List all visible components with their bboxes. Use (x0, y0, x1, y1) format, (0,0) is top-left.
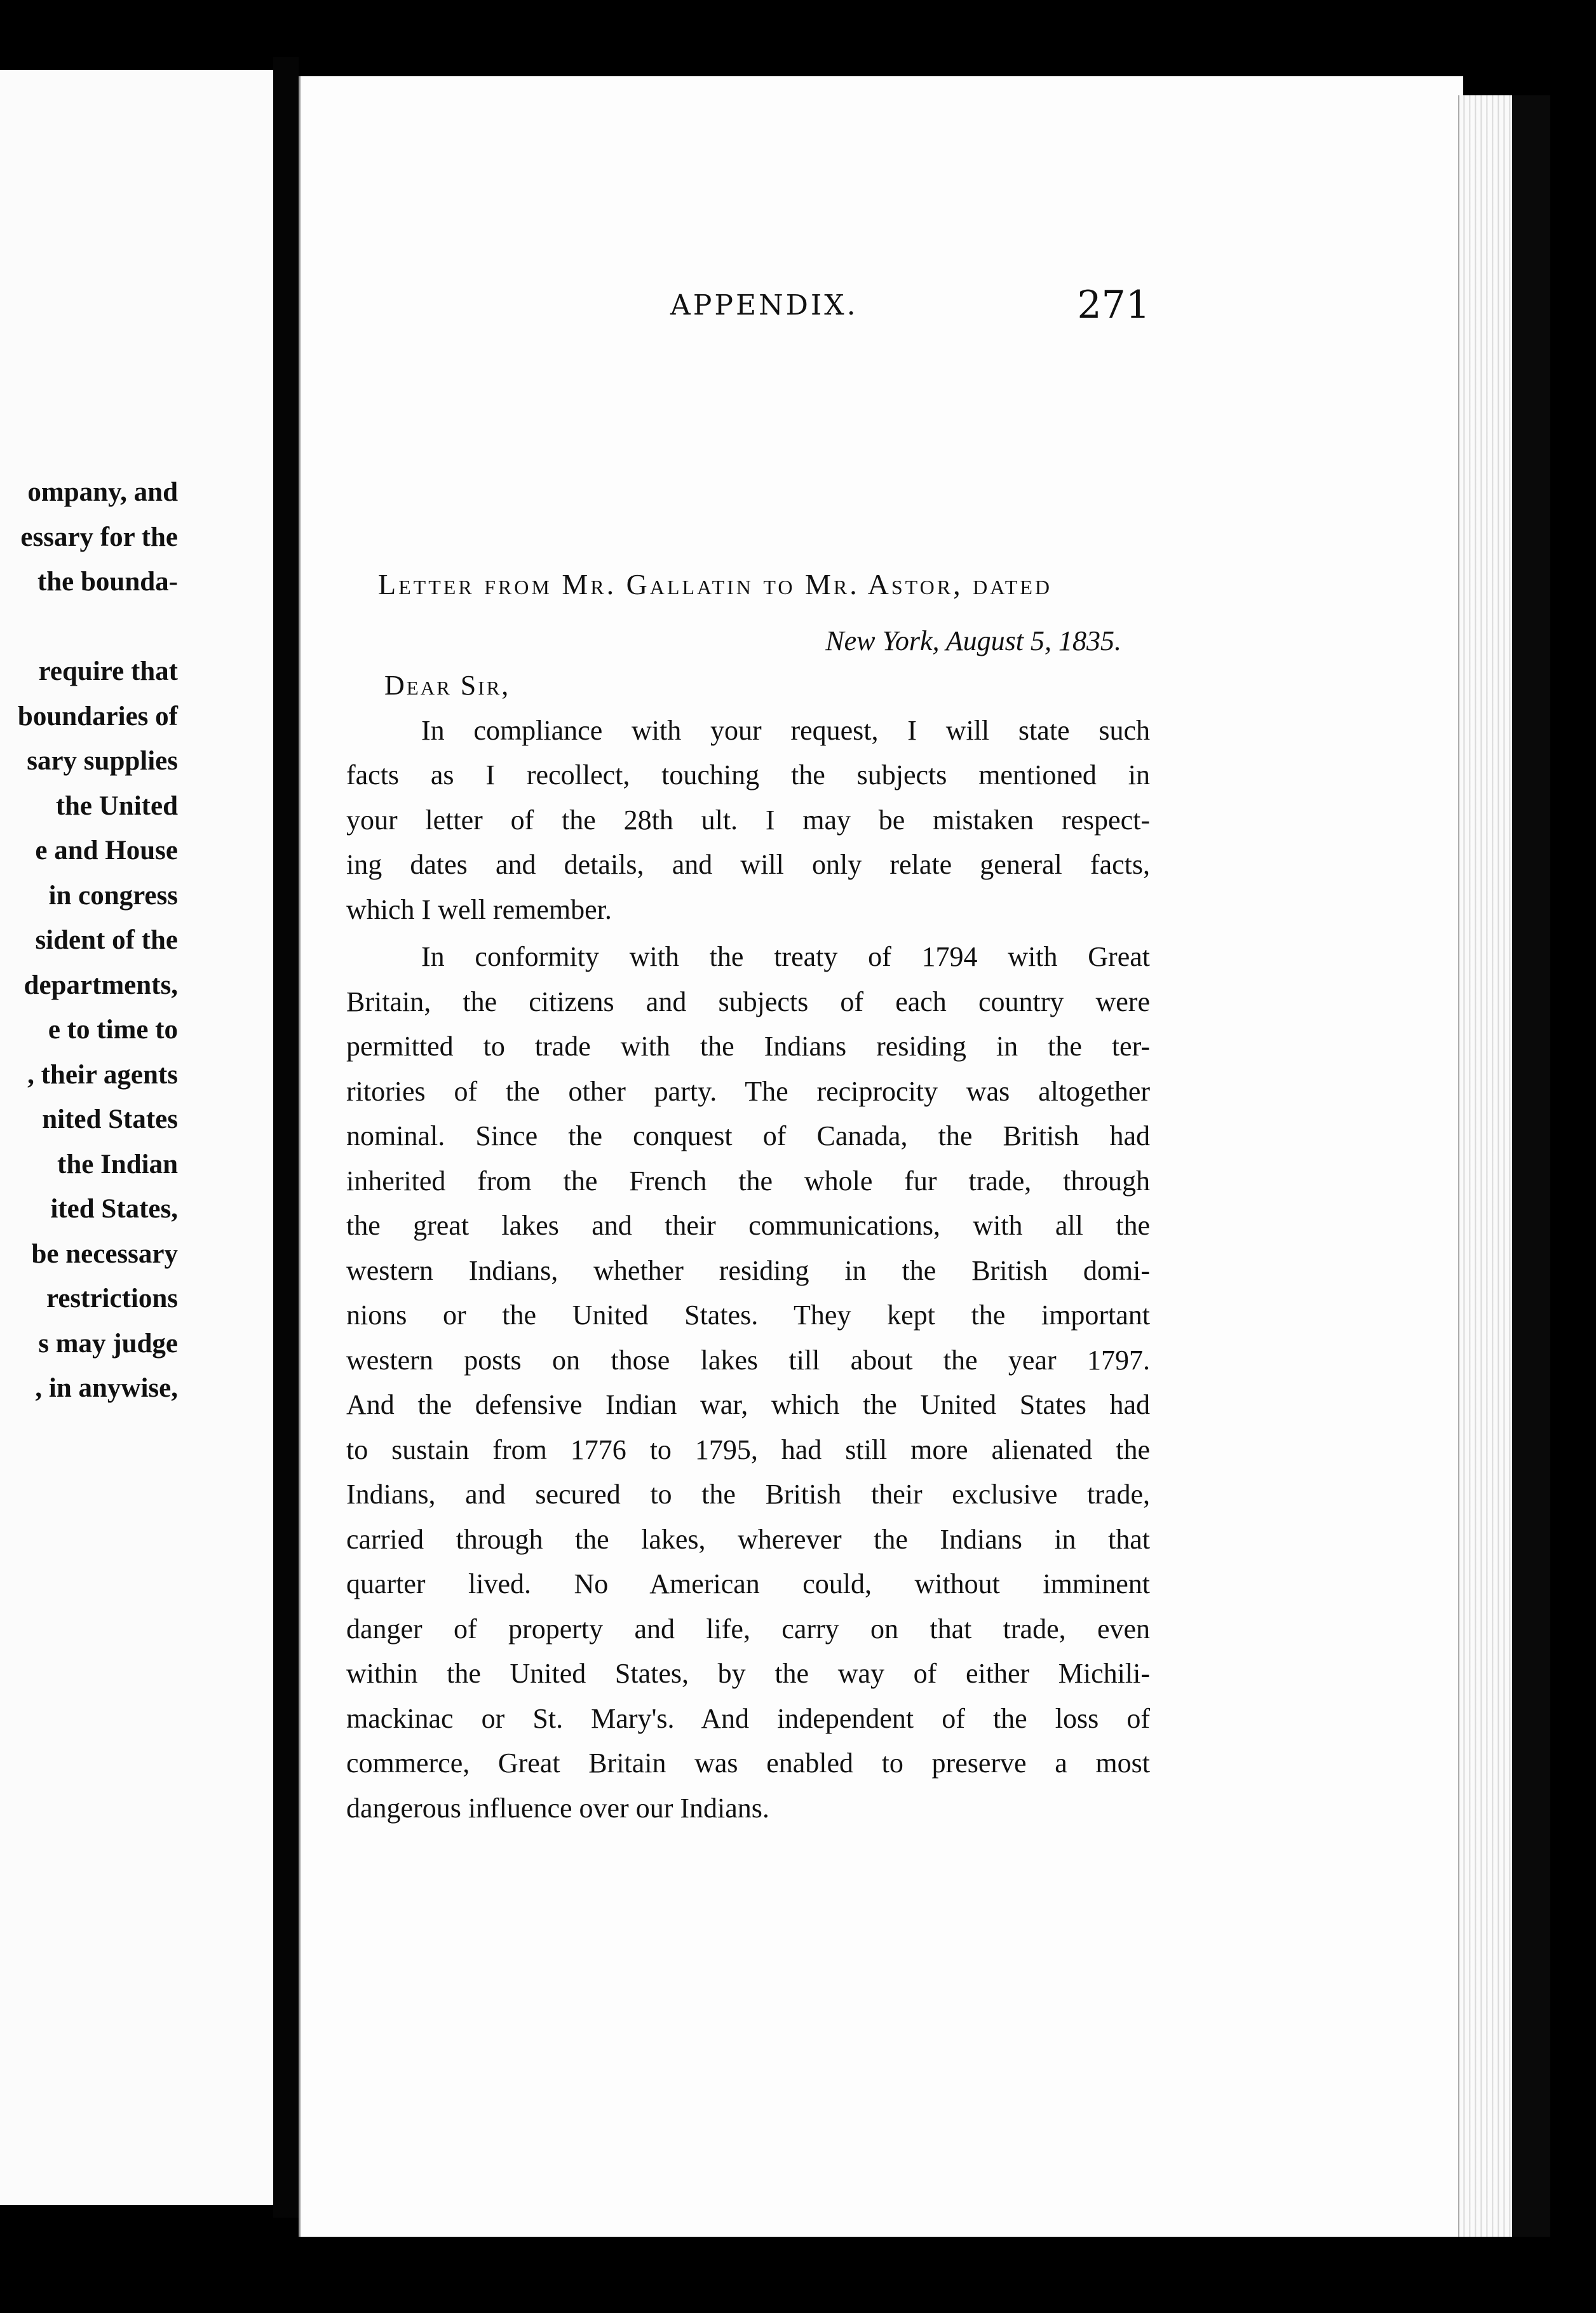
paragraph-line: Indians, and secured to the British their exclusive trade, (346, 1479, 1150, 1510)
paragraph-line: mackinac or St. Mary's. And independent of the loss of (346, 1702, 1150, 1734)
paragraph-2 (346, 935, 1150, 1831)
left-line: boundaries of (17, 701, 178, 731)
left-line: the Indian (57, 1149, 178, 1179)
left-line: nited States (42, 1104, 178, 1134)
left-page-text (18, 470, 178, 1411)
letter-heading: Letter from Mr. Gallatin to Mr. Astor, dated (378, 568, 1052, 600)
paragraph-line: nions or the United States. They kept the important (346, 1299, 1150, 1331)
left-line: , their agents (27, 1059, 178, 1090)
left-line-blank (18, 605, 178, 650)
page-number: 271 (1077, 283, 1150, 327)
left-line: require that (38, 656, 178, 686)
paragraph-line: to sustain from 1776 to 1795, had still more alienated the (346, 1434, 1150, 1465)
left-line: restrictions (46, 1284, 178, 1313)
paragraph-line: facts as I recollect, touching the subjects mentioned in (346, 759, 1150, 790)
paragraph-line: the great lakes and their communications, with all the (346, 1210, 1150, 1241)
left-line: be necessary (31, 1238, 178, 1269)
left-line: s may judge (38, 1328, 178, 1359)
paragraph-line: within the United States, by the way of either Michili- (346, 1658, 1150, 1689)
paragraph-1 (346, 709, 1150, 933)
paragraph-line: danger of property and life, carry on that trade, even (346, 1613, 1150, 1645)
left-line: sary supplies (27, 746, 178, 776)
paragraph-line: commerce, Great Britain was enabled to preserve a most (346, 1747, 1150, 1779)
letter-dateline: New York, August 5, 1835. (825, 625, 1121, 656)
running-title: APPENDIX. (670, 289, 858, 322)
paragraph-line: ing dates and details, and will only relate general facts, (346, 849, 1150, 880)
paragraph-line: quarter lived. No American could, without imminent (346, 1568, 1150, 1599)
paragraph-line: ritories of the other party. The reciprocity was altogether (346, 1075, 1150, 1107)
paragraph-line: carried through the lakes, wherever the Indians in that (346, 1523, 1150, 1555)
paragraph-line: Britain, the citizens and subjects of each country were (346, 986, 1150, 1017)
left-line: e and House (35, 836, 178, 865)
left-line: departments, (24, 970, 178, 1000)
paragraph-line: your letter of the 28th ult. I may be mistaken respect- (346, 804, 1150, 836)
paragraph-line: western Indians, whether residing in the British domi- (346, 1254, 1150, 1286)
left-line: , in anywise, (35, 1373, 178, 1403)
left-line: the bounda- (37, 567, 178, 597)
paragraph-line: dangerous influence over our Indians. (346, 1792, 769, 1824)
paragraph-line: western posts on those lakes till about the year 1797. (346, 1344, 1150, 1376)
paragraph-line: And the defensive Indian war, which the United States had (346, 1389, 1150, 1420)
paragraph-line: In compliance with your request, I will state such (421, 714, 1150, 746)
letter-body (346, 562, 1150, 1831)
book-gutter (273, 57, 299, 2218)
left-line: ompany, and (27, 477, 178, 507)
letter-salutation: Dear Sir, (384, 670, 511, 701)
left-line: ited States, (50, 1194, 178, 1224)
left-line: e to time to (48, 1015, 178, 1045)
paragraph-line: nominal. Since the conquest of Canada, the British had (346, 1120, 1150, 1151)
paragraph-line: In conformity with the treaty of 1794 with Great (421, 941, 1150, 972)
left-line: the United (55, 790, 178, 821)
left-line: essary for the (20, 522, 178, 552)
page-edges (1458, 95, 1513, 2237)
left-line: in congress (48, 880, 178, 911)
left-line: sident of the (35, 925, 178, 955)
paragraph-line: inherited from the French the whole fur trade, through (346, 1165, 1150, 1197)
left-page (0, 70, 276, 2205)
page-edge-shadow (1512, 95, 1550, 2237)
paragraph-line: which I well remember. (346, 893, 612, 925)
running-head (372, 283, 1156, 340)
paragraph-line: permitted to trade with the Indians residing in the ter- (346, 1031, 1150, 1062)
